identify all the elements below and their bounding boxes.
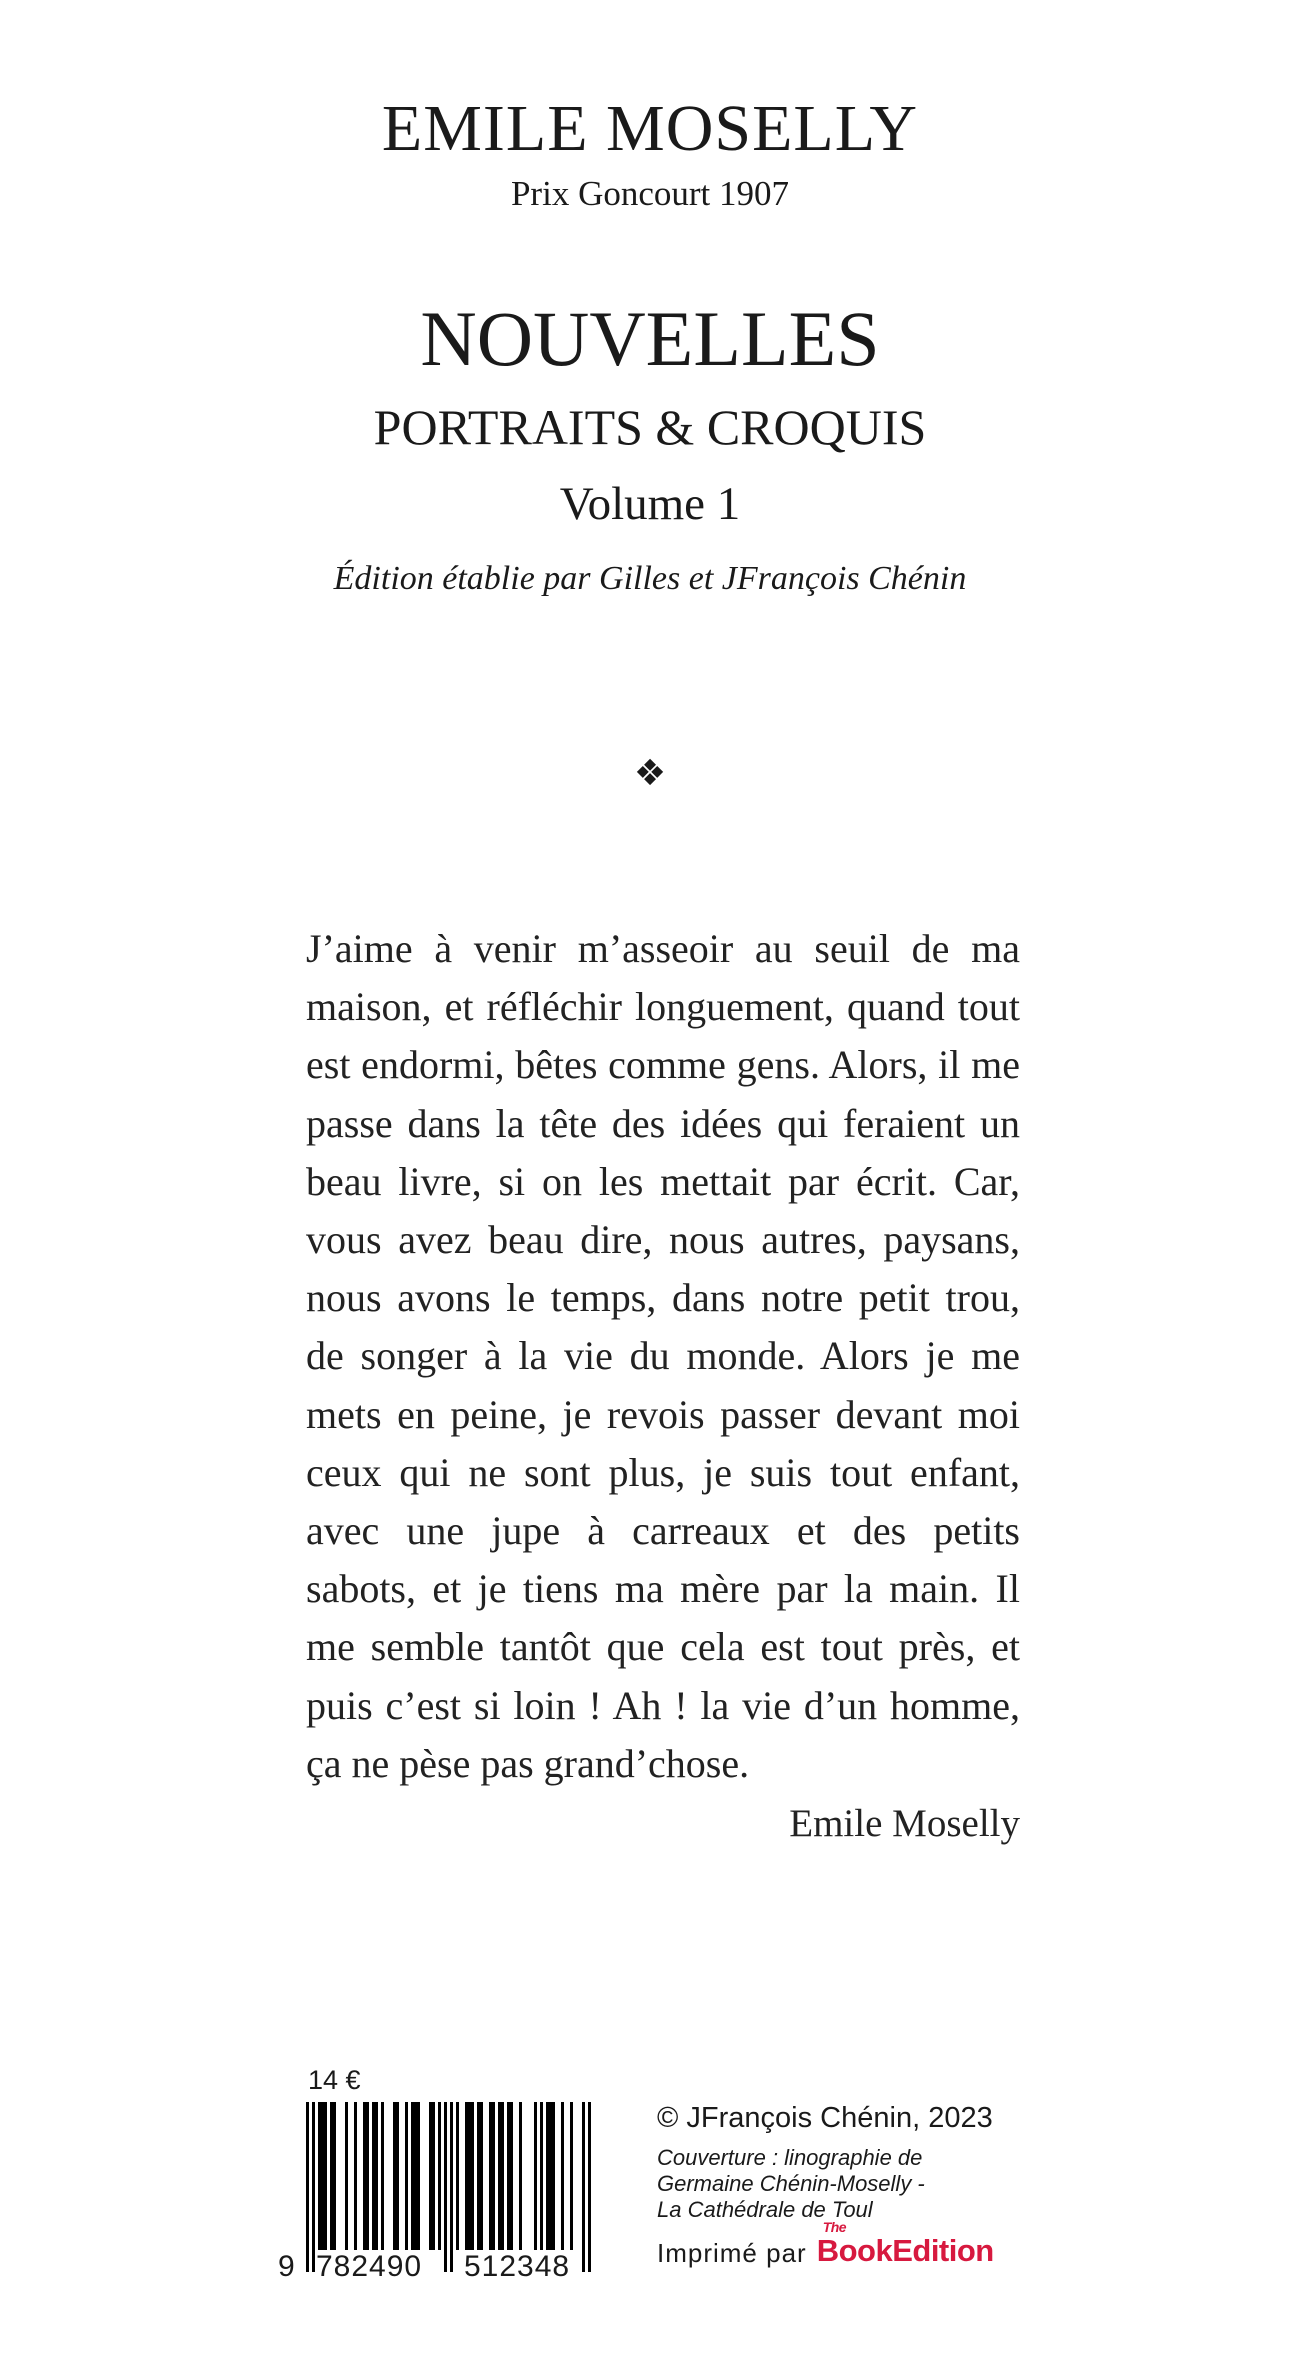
barcode-bar [375,2102,378,2250]
barcode-bar [501,2102,504,2250]
book-title: NOUVELLES [420,295,880,382]
barcode-bar [552,2102,555,2250]
barcode-bar [570,2102,573,2250]
barcode-bar [450,2102,453,2272]
barcode-bar [507,2102,510,2250]
barcode-bar [333,2102,336,2250]
barcode-bar [306,2102,309,2272]
author-name: EMILE MOSELLY [381,92,919,165]
bookedition-logo-text: BookEdition [816,2233,994,2268]
barcode-bar [432,2102,435,2250]
barcode-bar [324,2102,327,2250]
barcode-bar [330,2102,333,2250]
cover-credit-line: Couverture : linographie de [657,2145,923,2170]
barcode-bar [372,2102,375,2250]
barcode-bar [444,2102,447,2272]
barcode-bar [417,2102,420,2250]
barcode-bar [411,2102,414,2250]
isbn-barcode [276,2098,616,2290]
barcode-bar [540,2102,543,2250]
barcode-bar [498,2102,501,2250]
printer-credit [657,2219,1077,2268]
barcode-bar [363,2102,366,2250]
barcode-first-digit: 9 [278,2250,296,2283]
barcode-bar [396,2102,399,2250]
barcode-bar [465,2102,468,2250]
barcode-bar [480,2102,483,2250]
book-subtitle: PORTRAITS & CROQUIS [373,399,927,455]
barcode-bar [489,2102,492,2250]
cover-credit-line: La Cathédrale de Toul [657,2197,873,2222]
barcode-bar [468,2102,471,2250]
barcode-bar [492,2102,495,2250]
prize-subtitle: Prix Goncourt 1907 [510,174,790,213]
barcode-bar [345,2102,348,2250]
barcode-bar [318,2102,321,2250]
ornament-icon: ❖ [633,753,667,794]
barcode-bar [438,2102,441,2250]
barcode-bar [471,2102,474,2250]
barcode-bar [582,2102,585,2272]
printer-label: Imprimé par [657,2238,807,2268]
bookedition-logo [816,2219,994,2268]
barcode-right-digits: 512348 [464,2250,571,2283]
barcode-left-digits: 782490 [316,2250,423,2283]
barcode-bar [429,2102,432,2250]
barcode-bar [546,2102,549,2250]
barcode-bar [519,2102,522,2250]
edition-credit: Édition établie par Gilles et JFrançois Chénin [333,560,967,597]
barcode-bar [312,2102,315,2272]
barcode-bar [381,2102,384,2250]
volume-label: Volume 1 [559,478,741,530]
publisher-info [657,2104,1077,2266]
barcode-bar [534,2102,537,2250]
cover-credit [657,2145,1077,2223]
barcode-bar [549,2102,552,2250]
barcode-bar [354,2102,357,2250]
barcode-bar [477,2102,480,2250]
barcode-bar [456,2102,459,2250]
barcode-bar [321,2102,324,2250]
cover-credit-line: Germaine Chénin-Moselly - [657,2171,925,2196]
barcode-bar [393,2102,396,2250]
barcode-bar [405,2102,408,2250]
bookedition-logo-the: The [822,2219,847,2235]
barcode-bar [414,2102,417,2250]
copyright-notice: © JFrançois Chénin, 2023 [657,2102,993,2134]
barcode-bar [366,2102,369,2250]
barcode-bar [588,2102,591,2272]
price-label: 14 € [308,2065,361,2095]
barcode-bar [561,2102,564,2250]
barcode-bar [510,2102,513,2250]
quote-signature: Emile Moselly [789,1802,1020,1845]
quote-text: J’aime à venir m’asseoir au seuil de ma maison, et réfléchir longuement, quand tout est endormi, bêtes comme gens. Alors, il me passe dans la tête des idées qui feraient un beau livre, si on les mettait par écrit. Car, vous avez beau dire, nous autres, paysans, nous avons le temps, dans notre petit trou, de songer à la vie du monde. Alors je me mets en peine, je revois passer devant moi ceux qui ne sont plus, je suis tout enfant, avec une jupe à carreaux et des petits sabots, et je tiens ma mère par la main. Il me semble tantôt que cela est tout près, et puis c’est si loin ! Ah ! la vie d’un homme, ça ne pèse pas grand’chose. [306,926,1020,1786]
